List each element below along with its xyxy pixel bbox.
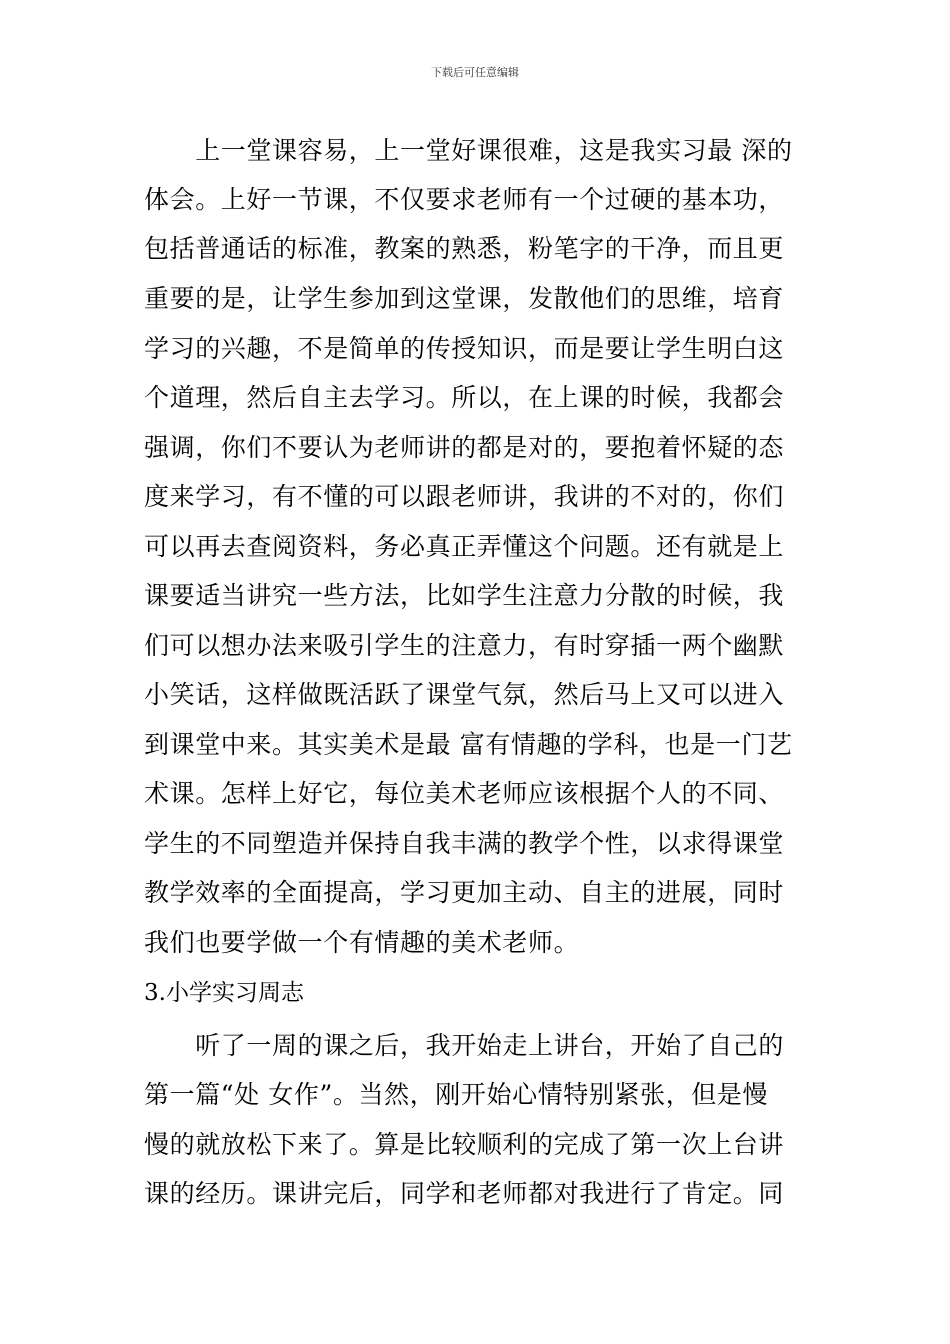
text-line: 学生的不同塑造并保持自我丰满的教学个性，以求得课堂	[144, 829, 785, 858]
text-line: 们可以想办法来吸引学生的注意力，有时穿插一两个幽默	[144, 631, 785, 660]
text-line: 我们也要学做一个有情趣的美术老师。	[144, 928, 580, 957]
text-line: 体会。上好一节课，不仅要求老师有一个过硬的基本功，	[144, 185, 785, 214]
text-line: 可以再去查阅资料，务必真正弄懂这个问题。还有就是上	[144, 532, 785, 561]
text-line: 课的经历。课讲完后，同学和老师都对我进行了肯定。同	[144, 1179, 785, 1208]
section-heading: 3.小学实习周志	[144, 980, 304, 1006]
text-line: 强调，你们不要认为老师讲的都是对的，要抱着怀疑的态	[144, 433, 785, 462]
page-header: 下载后可任意编辑	[431, 66, 519, 79]
text-line: 术课。怎样上好它，每位美术老师应该根据个人的不同、	[144, 779, 785, 808]
text-line: 听了一周的课之后，我开始走上讲台，开始了自己的	[144, 1031, 785, 1060]
text-line: 学习的兴趣，不是简单的传授知识，而是要让学生明白这	[144, 334, 785, 363]
text-line: 小笑话，这样做既活跃了课堂气氛，然后马上又可以进入	[144, 680, 785, 709]
text-line: 到课堂中来。其实美术是最 富有情趣的学科，也是一门艺	[144, 730, 793, 759]
text-line: 个道理，然后自主去学习。所以，在上课的时候，我都会	[144, 383, 785, 412]
text-line: 重要的是，让学生参加到这堂课，发散他们的思维，培育	[144, 284, 785, 313]
text-line: 慢的就放松下来了。算是比较顺利的完成了第一次上台讲	[144, 1130, 785, 1159]
text-line: 教学效率的全面提高，学习更加主动、自主的进展，同时	[144, 878, 785, 907]
text-line: 课要适当讲究一些方法，比如学生注意力分散的时候，我	[144, 581, 785, 610]
text-line: 度来学习，有不懂的可以跟老师讲，我讲的不对的，你们	[144, 482, 785, 511]
text-line: 第一篇“处 女作”。当然，刚开始心情特别紧张，但是慢	[144, 1080, 769, 1109]
text-line: 上一堂课容易，上一堂好课很难，这是我实习最 深的	[144, 136, 793, 165]
text-line: 包括普通话的标准，教案的熟悉，粉笔字的干净，而且更	[144, 234, 785, 263]
